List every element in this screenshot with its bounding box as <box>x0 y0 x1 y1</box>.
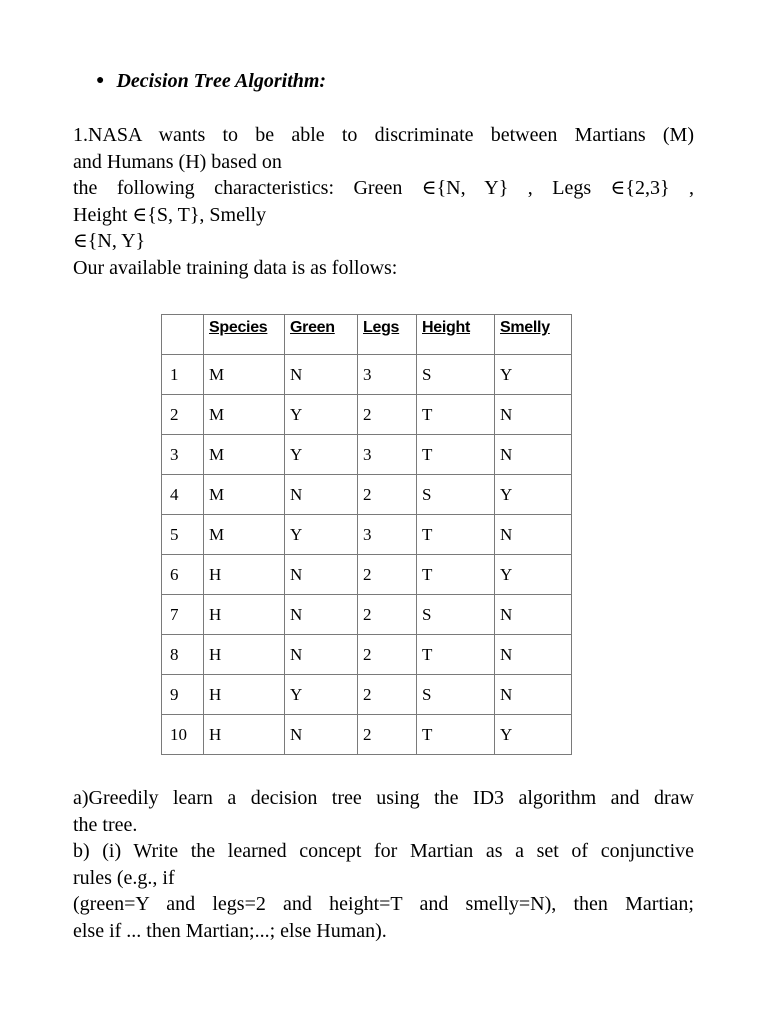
table-cell-index: 2 <box>162 395 204 435</box>
table-row <box>162 555 572 595</box>
question-a-line-1: a)Greedily learn a decision tree using the ID3 algorithm and draw <box>73 787 694 809</box>
table-cell-index: 6 <box>162 555 204 595</box>
table-cell-height: S <box>417 595 495 635</box>
intro-line-6: Our available training data is as follows: <box>73 256 398 279</box>
table-row <box>162 715 572 755</box>
table-cell-height: T <box>417 635 495 675</box>
table-cell-species: M <box>204 515 285 555</box>
section-title: Decision Tree Algorithm: <box>116 70 327 92</box>
table-cell-green: N <box>285 355 358 395</box>
header-cell-green: Green <box>285 315 358 355</box>
table-cell-green: N <box>285 475 358 515</box>
table-cell-height: T <box>417 515 495 555</box>
intro-line-2: and Humans (H) based on <box>73 150 282 173</box>
table-cell-species: M <box>204 395 285 435</box>
table-cell-height: S <box>417 355 495 395</box>
table-header-row <box>162 315 572 355</box>
table-cell-green: N <box>285 635 358 675</box>
table-cell-height: T <box>417 395 495 435</box>
table-cell-green: N <box>285 715 358 755</box>
table-cell-height: S <box>417 475 495 515</box>
table-cell-legs: 3 <box>358 435 417 475</box>
questions <box>73 785 694 944</box>
table-row <box>162 355 572 395</box>
table-cell-species: M <box>204 435 285 475</box>
section-heading <box>96 70 326 93</box>
table-cell-species: M <box>204 475 285 515</box>
table-cell-smelly: Y <box>495 355 572 395</box>
header-cell-species: Species <box>204 315 285 355</box>
table-cell-index: 10 <box>162 715 204 755</box>
table-cell-legs: 2 <box>358 555 417 595</box>
table-cell-index: 7 <box>162 595 204 635</box>
training-data-table <box>161 314 572 755</box>
table-cell-green: Y <box>285 395 358 435</box>
table-cell-green: N <box>285 555 358 595</box>
table-cell-index: 3 <box>162 435 204 475</box>
intro-line-1: 1.NASA wants to be able to discriminate between Martians (M) <box>73 124 694 146</box>
header-cell-smelly: Smelly <box>495 315 572 355</box>
table-cell-legs: 2 <box>358 595 417 635</box>
table-row <box>162 395 572 435</box>
table-cell-species: H <box>204 595 285 635</box>
table-cell-height: S <box>417 675 495 715</box>
table-cell-smelly: N <box>495 595 572 635</box>
table-cell-legs: 2 <box>358 715 417 755</box>
table-cell-green: Y <box>285 435 358 475</box>
table-cell-smelly: N <box>495 435 572 475</box>
table-cell-height: T <box>417 715 495 755</box>
table-cell-legs: 2 <box>358 675 417 715</box>
table-cell-green: Y <box>285 675 358 715</box>
table-cell-legs: 2 <box>358 635 417 675</box>
table-row <box>162 515 572 555</box>
table-cell-legs: 2 <box>358 395 417 435</box>
question-a-line-2: the tree. <box>73 813 138 836</box>
table-cell-index: 1 <box>162 355 204 395</box>
table-cell-green: Y <box>285 515 358 555</box>
question-b-line-2: rules (e.g., if <box>73 866 175 889</box>
header-cell-index <box>162 315 204 355</box>
table-cell-smelly: N <box>495 635 572 675</box>
header-cell-legs: Legs <box>358 315 417 355</box>
table-row <box>162 635 572 675</box>
header-cell-height: Height <box>417 315 495 355</box>
table-cell-species: H <box>204 635 285 675</box>
table-cell-species: H <box>204 715 285 755</box>
table-cell-smelly: N <box>495 675 572 715</box>
table-cell-legs: 3 <box>358 355 417 395</box>
table-cell-smelly: Y <box>495 715 572 755</box>
intro-line-3: the following characteristics: Green ∈{N, Y} , Legs ∈{2,3} , <box>73 177 694 199</box>
table-cell-species: M <box>204 355 285 395</box>
table-cell-species: H <box>204 555 285 595</box>
bullet-icon: ● <box>96 72 105 88</box>
table-cell-index: 9 <box>162 675 204 715</box>
intro-line-4: Height ∈{S, T}, Smelly <box>73 203 267 226</box>
table-cell-green: N <box>285 595 358 635</box>
table-row <box>162 675 572 715</box>
table-cell-smelly: N <box>495 395 572 435</box>
table-cell-index: 8 <box>162 635 204 675</box>
table-cell-index: 5 <box>162 515 204 555</box>
table-body <box>162 355 572 755</box>
table-row <box>162 475 572 515</box>
table-cell-legs: 3 <box>358 515 417 555</box>
question-b-line-3: (green=Y and legs=2 and height=T and smelly=N), then Martian; <box>73 893 694 915</box>
table-cell-smelly: N <box>495 515 572 555</box>
table-row <box>162 595 572 635</box>
table-cell-smelly: Y <box>495 475 572 515</box>
question-b-line-4: else if ... then Martian;...; else Human). <box>73 919 387 942</box>
table-cell-legs: 2 <box>358 475 417 515</box>
problem-statement <box>73 122 694 281</box>
intro-line-5: ∈{N, Y} <box>73 230 146 252</box>
question-b-line-1: b) (i) Write the learned concept for Martian as a set of conjunctive <box>73 840 694 862</box>
table-cell-smelly: Y <box>495 555 572 595</box>
table-row <box>162 435 572 475</box>
table-cell-index: 4 <box>162 475 204 515</box>
table-cell-species: H <box>204 675 285 715</box>
table-cell-height: T <box>417 555 495 595</box>
table-cell-height: T <box>417 435 495 475</box>
